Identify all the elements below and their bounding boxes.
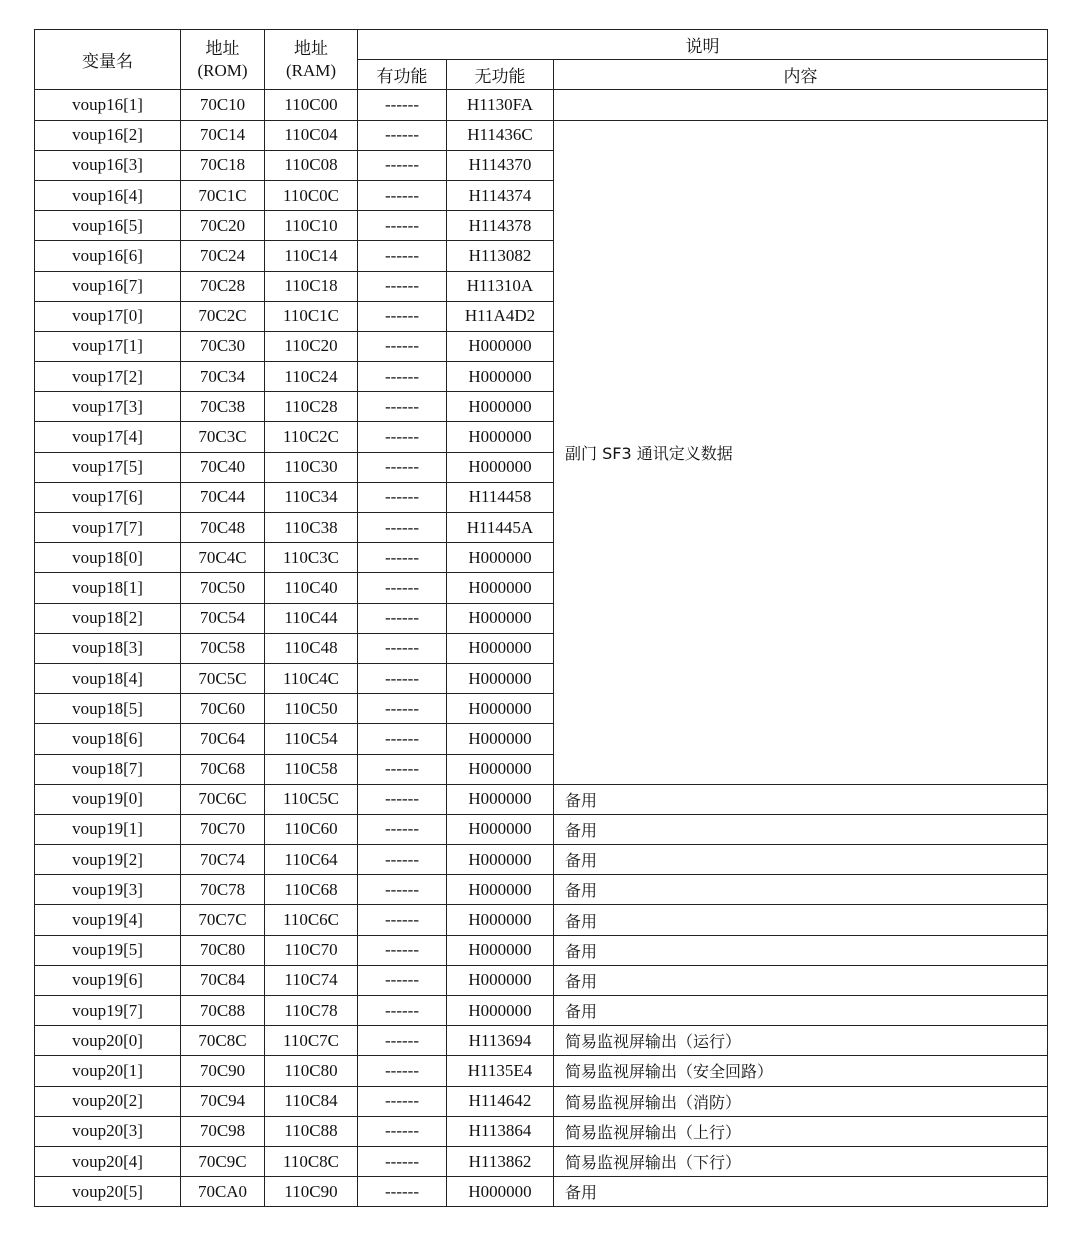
rom-address-cell: 70C74 — [181, 845, 265, 875]
variable-name-cell: voup17[3] — [35, 392, 181, 422]
func-off-cell: H000000 — [447, 875, 554, 905]
rom-address-cell: 70C4C — [181, 543, 265, 573]
func-on-cell: ------ — [358, 965, 447, 995]
func-on-cell: ------ — [358, 331, 447, 361]
rom-address-cell: 70C60 — [181, 694, 265, 724]
func-on-cell: ------ — [358, 814, 447, 844]
variable-name-cell: voup18[2] — [35, 603, 181, 633]
rom-address-cell: 70C1C — [181, 180, 265, 210]
rom-address-cell: 70C28 — [181, 271, 265, 301]
table-row — [35, 1116, 1048, 1146]
func-on-cell: ------ — [358, 180, 447, 210]
content-cell: 简易监视屏输出（下行） — [554, 1146, 1048, 1176]
address-table — [34, 29, 1048, 1207]
variable-name-cell: voup20[2] — [35, 1086, 181, 1116]
ram-address-cell: 110C74 — [265, 965, 358, 995]
func-off-cell: H114458 — [447, 482, 554, 512]
rom-address-cell: 70C2C — [181, 301, 265, 331]
rom-address-cell: 70C5C — [181, 663, 265, 693]
content-cell-merged: 副门 SF3 通讯定义数据 — [554, 120, 1048, 784]
func-on-cell: ------ — [358, 694, 447, 724]
rom-address-cell: 70C3C — [181, 422, 265, 452]
func-off-cell: H000000 — [447, 996, 554, 1026]
rom-address-cell: 70C70 — [181, 814, 265, 844]
variable-name-cell: voup17[1] — [35, 331, 181, 361]
variable-name-cell: voup18[0] — [35, 543, 181, 573]
func-off-cell: H114374 — [447, 180, 554, 210]
content-cell: 备用 — [554, 1177, 1048, 1207]
ram-address-cell: 110C10 — [265, 211, 358, 241]
content-cell: 备用 — [554, 905, 1048, 935]
ram-address-cell: 110C90 — [265, 1177, 358, 1207]
variable-name-cell: voup16[7] — [35, 271, 181, 301]
func-off-cell: H000000 — [447, 422, 554, 452]
ram-address-cell: 110C44 — [265, 603, 358, 633]
func-off-cell: H114370 — [447, 150, 554, 180]
func-on-cell: ------ — [358, 1116, 447, 1146]
content-cell: 简易监视屏输出（运行） — [554, 1026, 1048, 1056]
func-off-cell: H000000 — [447, 452, 554, 482]
ram-address-cell: 110C04 — [265, 120, 358, 150]
variable-name-cell: voup18[4] — [35, 663, 181, 693]
variable-name-cell: voup16[1] — [35, 90, 181, 120]
ram-address-cell: 110C24 — [265, 362, 358, 392]
func-off-cell: H113864 — [447, 1116, 554, 1146]
ram-address-cell: 110C8C — [265, 1146, 358, 1176]
ram-address-cell: 110C60 — [265, 814, 358, 844]
header-ram-line1: 地址 — [294, 38, 328, 58]
func-on-cell: ------ — [358, 301, 447, 331]
rom-address-cell: 70C88 — [181, 996, 265, 1026]
ram-address-cell: 110C80 — [265, 1056, 358, 1086]
func-off-cell: H113082 — [447, 241, 554, 271]
header-ram-line2: (RAM) — [285, 60, 337, 80]
variable-name-cell: voup20[0] — [35, 1026, 181, 1056]
header-description: 说明 — [358, 30, 1048, 60]
variable-name-cell: voup17[2] — [35, 362, 181, 392]
variable-name-cell: voup16[3] — [35, 150, 181, 180]
ram-address-cell: 110C6C — [265, 905, 358, 935]
func-off-cell: H000000 — [447, 965, 554, 995]
ram-address-cell: 110C88 — [265, 1116, 358, 1146]
table-row — [35, 1026, 1048, 1056]
rom-address-cell: 70C90 — [181, 1056, 265, 1086]
header-func-on: 有功能 — [358, 60, 447, 90]
func-off-cell: H113694 — [447, 1026, 554, 1056]
func-off-cell: H000000 — [447, 573, 554, 603]
variable-name-cell: voup20[1] — [35, 1056, 181, 1086]
func-on-cell: ------ — [358, 996, 447, 1026]
func-off-cell: H11445A — [447, 513, 554, 543]
func-on-cell: ------ — [358, 241, 447, 271]
ram-address-cell: 110C20 — [265, 331, 358, 361]
func-on-cell: ------ — [358, 935, 447, 965]
func-off-cell: H000000 — [447, 814, 554, 844]
header-rom-line1: 地址 — [205, 38, 240, 58]
ram-address-cell: 110C3C — [265, 543, 358, 573]
header-rom-address — [181, 30, 265, 90]
table-row — [35, 875, 1048, 905]
rom-address-cell: 70C10 — [181, 90, 265, 120]
rom-address-cell: 70C9C — [181, 1146, 265, 1176]
func-off-cell: H000000 — [447, 1177, 554, 1207]
variable-name-cell: voup17[5] — [35, 452, 181, 482]
content-cell: 备用 — [554, 845, 1048, 875]
variable-name-cell: voup20[3] — [35, 1116, 181, 1146]
func-on-cell: ------ — [358, 724, 447, 754]
func-on-cell: ------ — [358, 784, 447, 814]
func-on-cell: ------ — [358, 1177, 447, 1207]
content-cell: 备用 — [554, 875, 1048, 905]
variable-name-cell: voup19[5] — [35, 935, 181, 965]
ram-address-cell: 110C28 — [265, 392, 358, 422]
rom-address-cell: 70C30 — [181, 331, 265, 361]
table-row — [35, 1056, 1048, 1086]
ram-address-cell: 110C34 — [265, 482, 358, 512]
variable-name-cell: voup19[3] — [35, 875, 181, 905]
func-on-cell: ------ — [358, 875, 447, 905]
variable-name-cell: voup17[7] — [35, 513, 181, 543]
rom-address-cell: 70C44 — [181, 482, 265, 512]
variable-name-cell: voup16[2] — [35, 120, 181, 150]
rom-address-cell: 70C78 — [181, 875, 265, 905]
func-off-cell: H000000 — [447, 845, 554, 875]
rom-address-cell: 70C80 — [181, 935, 265, 965]
header-variable-name: 变量名 — [35, 30, 181, 90]
content-cell-empty — [554, 90, 1048, 120]
rom-address-cell: 70C8C — [181, 1026, 265, 1056]
func-off-cell: H11310A — [447, 271, 554, 301]
func-on-cell: ------ — [358, 1146, 447, 1176]
content-cell: 简易监视屏输出（上行） — [554, 1116, 1048, 1146]
variable-name-cell: voup19[1] — [35, 814, 181, 844]
rom-address-cell: 70C48 — [181, 513, 265, 543]
variable-name-cell: voup18[6] — [35, 724, 181, 754]
table-row — [35, 120, 1048, 150]
variable-name-cell: voup16[4] — [35, 180, 181, 210]
func-off-cell: H000000 — [447, 905, 554, 935]
variable-name-cell: voup19[6] — [35, 965, 181, 995]
variable-name-cell: voup19[0] — [35, 784, 181, 814]
func-on-cell: ------ — [358, 603, 447, 633]
table-row — [35, 814, 1048, 844]
func-on-cell: ------ — [358, 1056, 447, 1086]
table-row — [35, 1086, 1048, 1116]
func-on-cell: ------ — [358, 422, 447, 452]
func-on-cell: ------ — [358, 452, 447, 482]
table-row — [35, 784, 1048, 814]
table-row — [35, 965, 1048, 995]
func-off-cell: H000000 — [447, 935, 554, 965]
variable-name-cell: voup20[4] — [35, 1146, 181, 1176]
ram-address-cell: 110C58 — [265, 754, 358, 784]
func-on-cell: ------ — [358, 573, 447, 603]
func-off-cell: H000000 — [447, 754, 554, 784]
ram-address-cell: 110C50 — [265, 694, 358, 724]
ram-address-cell: 110C00 — [265, 90, 358, 120]
func-on-cell: ------ — [358, 482, 447, 512]
ram-address-cell: 110C4C — [265, 663, 358, 693]
func-off-cell: H000000 — [447, 392, 554, 422]
func-on-cell: ------ — [358, 1086, 447, 1116]
func-on-cell: ------ — [358, 905, 447, 935]
variable-name-cell: voup16[6] — [35, 241, 181, 271]
header-ram-address — [265, 30, 358, 90]
ram-address-cell: 110C1C — [265, 301, 358, 331]
rom-address-cell: 70CA0 — [181, 1177, 265, 1207]
rom-address-cell: 70C54 — [181, 603, 265, 633]
header-content: 内容 — [554, 60, 1048, 90]
content-cell: 备用 — [554, 814, 1048, 844]
ram-address-cell: 110C18 — [265, 271, 358, 301]
rom-address-cell: 70C98 — [181, 1116, 265, 1146]
rom-address-cell: 70C6C — [181, 784, 265, 814]
func-on-cell: ------ — [358, 150, 447, 180]
ram-address-cell: 110C7C — [265, 1026, 358, 1056]
ram-address-cell: 110C48 — [265, 633, 358, 663]
ram-address-cell: 110C0C — [265, 180, 358, 210]
func-on-cell: ------ — [358, 845, 447, 875]
func-off-cell: H11A4D2 — [447, 301, 554, 331]
ram-address-cell: 110C64 — [265, 845, 358, 875]
content-cell: 备用 — [554, 784, 1048, 814]
ram-address-cell: 110C14 — [265, 241, 358, 271]
rom-address-cell: 70C18 — [181, 150, 265, 180]
ram-address-cell: 110C30 — [265, 452, 358, 482]
ram-address-cell: 110C54 — [265, 724, 358, 754]
table-row — [35, 905, 1048, 935]
variable-name-cell: voup20[5] — [35, 1177, 181, 1207]
table-row — [35, 1177, 1048, 1207]
ram-address-cell: 110C84 — [265, 1086, 358, 1116]
func-on-cell: ------ — [358, 754, 447, 784]
variable-name-cell: voup17[4] — [35, 422, 181, 452]
variable-name-cell: voup19[2] — [35, 845, 181, 875]
func-on-cell: ------ — [358, 633, 447, 663]
rom-address-cell: 70C34 — [181, 362, 265, 392]
content-cell: 简易监视屏输出（消防） — [554, 1086, 1048, 1116]
func-on-cell: ------ — [358, 1026, 447, 1056]
rom-address-cell: 70C20 — [181, 211, 265, 241]
ram-address-cell: 110C68 — [265, 875, 358, 905]
func-off-cell: H000000 — [447, 694, 554, 724]
func-off-cell: H114642 — [447, 1086, 554, 1116]
variable-name-cell: voup18[7] — [35, 754, 181, 784]
func-off-cell: H113862 — [447, 1146, 554, 1176]
variable-name-cell: voup16[5] — [35, 211, 181, 241]
rom-address-cell: 70C94 — [181, 1086, 265, 1116]
rom-address-cell: 70C64 — [181, 724, 265, 754]
func-on-cell: ------ — [358, 543, 447, 573]
func-off-cell: H000000 — [447, 633, 554, 663]
func-off-cell: H000000 — [447, 543, 554, 573]
content-cell: 备用 — [554, 996, 1048, 1026]
func-off-cell: H000000 — [447, 784, 554, 814]
header-rom-line2: (ROM) — [197, 60, 248, 80]
func-on-cell: ------ — [358, 120, 447, 150]
rom-address-cell: 70C38 — [181, 392, 265, 422]
func-on-cell: ------ — [358, 211, 447, 241]
func-off-cell: H000000 — [447, 362, 554, 392]
ram-address-cell: 110C2C — [265, 422, 358, 452]
rom-address-cell: 70C84 — [181, 965, 265, 995]
variable-name-cell: voup18[1] — [35, 573, 181, 603]
rom-address-cell: 70C58 — [181, 633, 265, 663]
func-off-cell: H11436C — [447, 120, 554, 150]
func-on-cell: ------ — [358, 513, 447, 543]
func-off-cell: H000000 — [447, 724, 554, 754]
rom-address-cell: 70C14 — [181, 120, 265, 150]
ram-address-cell: 110C40 — [265, 573, 358, 603]
variable-name-cell: voup17[6] — [35, 482, 181, 512]
header-func-off: 无功能 — [447, 60, 554, 90]
rom-address-cell: 70C7C — [181, 905, 265, 935]
content-cell: 备用 — [554, 935, 1048, 965]
ram-address-cell: 110C08 — [265, 150, 358, 180]
func-on-cell: ------ — [358, 392, 447, 422]
variable-name-cell: voup19[4] — [35, 905, 181, 935]
table-body — [35, 90, 1048, 1207]
func-off-cell: H1130FA — [447, 90, 554, 120]
table-row — [35, 1146, 1048, 1176]
func-on-cell: ------ — [358, 271, 447, 301]
ram-address-cell: 110C5C — [265, 784, 358, 814]
func-on-cell: ------ — [358, 90, 447, 120]
variable-name-cell: voup17[0] — [35, 301, 181, 331]
content-cell: 备用 — [554, 965, 1048, 995]
table-row — [35, 935, 1048, 965]
func-off-cell: H000000 — [447, 663, 554, 693]
ram-address-cell: 110C78 — [265, 996, 358, 1026]
rom-address-cell: 70C40 — [181, 452, 265, 482]
func-off-cell: H000000 — [447, 603, 554, 633]
rom-address-cell: 70C68 — [181, 754, 265, 784]
ram-address-cell: 110C38 — [265, 513, 358, 543]
rom-address-cell: 70C50 — [181, 573, 265, 603]
func-off-cell: H000000 — [447, 331, 554, 361]
func-off-cell: H1135E4 — [447, 1056, 554, 1086]
variable-name-cell: voup18[5] — [35, 694, 181, 724]
rom-address-cell: 70C24 — [181, 241, 265, 271]
table-row — [35, 996, 1048, 1026]
table-row — [35, 845, 1048, 875]
func-off-cell: H114378 — [447, 211, 554, 241]
ram-address-cell: 110C70 — [265, 935, 358, 965]
content-cell: 简易监视屏输出（安全回路） — [554, 1056, 1048, 1086]
func-on-cell: ------ — [358, 663, 447, 693]
func-on-cell: ------ — [358, 362, 447, 392]
table-row — [35, 90, 1048, 120]
variable-name-cell: voup18[3] — [35, 633, 181, 663]
variable-name-cell: voup19[7] — [35, 996, 181, 1026]
